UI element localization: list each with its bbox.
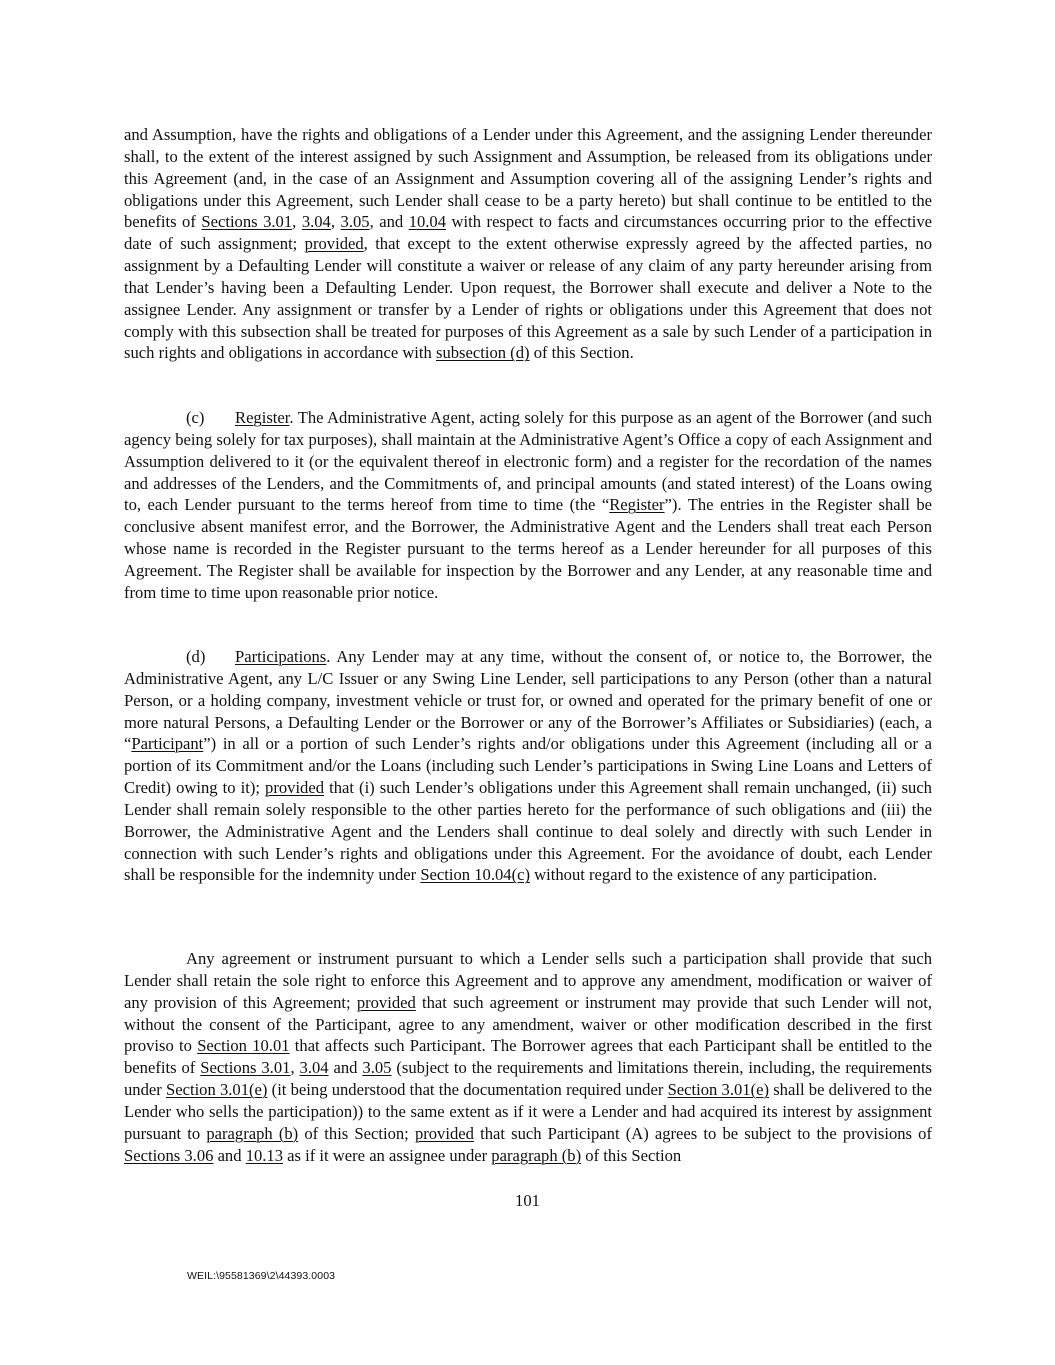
text-run: that affects such Participant. The Borrower agrees that each Participant shall be entitled to the benefits of: [124, 1036, 932, 1078]
defined-term: provided: [414, 1123, 474, 1143]
section-reference: paragraph (b): [491, 1145, 582, 1165]
paragraph-participations: [124, 646, 932, 886]
text-run: of this Section.: [529, 343, 634, 363]
text-run: (subject to the requirements and limitations therein, including, the requirements under: [124, 1058, 933, 1100]
text-run: ,: [292, 212, 302, 232]
text-run: , that except to the extent otherwise expressly agreed by the affected parties, no assignment by a Defaulting Lender will constitute a waiver or release of any claim of any party hereunder arising from that Lender’s having been a Defaulting Lender. Upon request, the Borrower shall execute and deliver a Note to the assignee Lender. Any assignment or transfer by a Lender of rights or obligations under this Agreement that does not comply with this subsection shall be treated for purposes of this Agreement as a sale by such Lender of a participation in such rights and obligations in accordance with: [124, 234, 933, 363]
text-run: ”). The entries in the Register shall be conclusive absent manifest error, and the Borrower, the Administrative Agent and the Lenders shall treat each Person whose name is recorded in the Register pursuant to the terms hereof as a Lender hereunder for all purposes of this Agreement. The Register shall be available for inspection by the Borrower and any Lender, at any reasonable time and from time to time upon reasonable prior notice.: [124, 495, 932, 602]
text-run: ,: [290, 1058, 300, 1078]
defined-term: Register: [609, 495, 665, 515]
text-run: . Any Lender may at any time, without the consent of, or notice to, the Borrower, the Administrative Agent, any L/C Issuer or any Swing Line Lender, sell participations to any Person (other than a natural Person, or a holding company, investment vehicle or trust for, or owned and operated for the primary benefit of one or more natural Persons, a Defaulting Lender or the Borrower or any of the Borrower’s Affiliates or Subsidiaries) (each, a “: [124, 647, 932, 754]
subsection-heading: Register: [235, 408, 290, 427]
section-reference: paragraph (b): [206, 1123, 299, 1143]
text-run: , and: [369, 212, 409, 232]
defined-term: provided: [356, 992, 416, 1012]
page-number: 101: [515, 1191, 540, 1210]
text-run: and: [328, 1058, 363, 1078]
text-run: that such Participant (A) agrees to be subject to the provisions of: [473, 1123, 932, 1143]
section-reference: 10.04: [408, 212, 447, 232]
text-run: that such agreement or instrument may provide that such Lender will not, without the consent of the Participant, agree to any amendment, waiver or other modification described in the first proviso to: [124, 992, 932, 1056]
section-reference: 3.05: [362, 1058, 392, 1078]
section-reference: 3.04: [299, 1058, 329, 1078]
section-reference: 10.13: [245, 1145, 284, 1165]
section-reference: Section 10.04(c): [420, 865, 531, 885]
subsection-heading: Participations: [235, 647, 327, 666]
subsection-label: (d): [186, 647, 206, 666]
subsection-label: (c): [186, 408, 205, 427]
text-run: and Assumption, have the rights and obligations of a Lender under this Agreement, and the assigning Lender thereunder shall, to the extent of the interest assigned by such Assignment and Assumption, be released from its obligations under this Agreement (and, in the case of an Assignment and Assumption covering all of the assigning Lender’s rights and obligations under this Agreement, such Lender shall cease to be a party hereto) but shall continue to be entitled to the benefits of: [124, 125, 932, 232]
text-run: ”) in all or a portion of such Lender’s rights and/or obligations under this Agreement (including all or a portion of its Commitment and/or the Loans (including such Lender’s participations in Swing Line Loans and Letters of Credit) owing to it);: [124, 734, 932, 798]
text-run: as if it were an assignee under: [283, 1145, 492, 1165]
defined-term: Participant: [131, 734, 204, 754]
section-reference: 3.04: [301, 212, 331, 232]
section-reference: Section 3.01(e): [667, 1080, 770, 1100]
section-reference: Sections 3.01: [200, 1058, 291, 1078]
text-run: of this Section;: [298, 1123, 415, 1143]
section-reference: Section 3.01(e): [166, 1080, 268, 1100]
text-run: Any agreement or instrument pursuant to which a Lender sells such a participation shall provide that such Lender shall retain the sole right to enforce this Agreement and to approve any amendment, modification or waiver of any provision of this Agreement;: [124, 949, 932, 1012]
text-run: of this Section: [581, 1145, 682, 1165]
text-run: without regard to the existence of any participation.: [530, 865, 877, 885]
paragraph-participation-agreement: [124, 948, 932, 1166]
section-reference: Sections 3.01: [201, 212, 293, 232]
paragraph-register: [124, 407, 932, 604]
text-run: ,: [330, 212, 341, 232]
section-reference: 3.05: [340, 212, 370, 232]
section-reference: Sections 3.06: [124, 1145, 214, 1165]
text-run: and: [213, 1145, 246, 1165]
document-id-footer: WEIL:\95581369\2\44393.0003: [187, 1270, 336, 1282]
defined-term: provided: [304, 234, 364, 254]
text-run: . The Administrative Agent, acting solely for this purpose as an agent of the Borrower (and such agency being solely for tax purposes), shall maintain at the Administrative Agent’s Office a copy of each Assignment and Assumption delivered to it (or the equivalent thereof in electronic form) and a register for the recordation of the names and addresses of the Lenders, and the Commitments of, and principal amounts (and stated interest) of the Loans owing to, each Lender pursuant to the terms hereof from time to time (the “: [124, 408, 932, 515]
text-run: (it being understood that the documentation required under: [267, 1080, 668, 1100]
section-reference: Section 10.01: [197, 1036, 290, 1056]
paragraph-assignment-continued: [124, 124, 932, 364]
text-run: shall be delivered to the Lender who sells the participation)) to the same extent as if it were a Lender and had acquired its interest by assignment pursuant to: [124, 1080, 932, 1143]
text-run: that (i) such Lender’s obligations under this Agreement shall remain unchanged, (ii) such Lender shall remain solely responsible to the other parties hereto for the performance of such obligations and (iii) the Borrower, the Administrative Agent and the Lenders shall continue to deal solely and directly with such Lender in connection with such Lender’s rights and obligations under this Agreement. For the avoidance of doubt, each Lender shall be responsible for the indemnity under: [124, 778, 932, 885]
section-reference: subsection (d): [435, 343, 530, 363]
defined-term: provided: [265, 778, 325, 798]
text-run: with respect to facts and circumstances occurring prior to the effective date of such assignment;: [124, 212, 933, 254]
